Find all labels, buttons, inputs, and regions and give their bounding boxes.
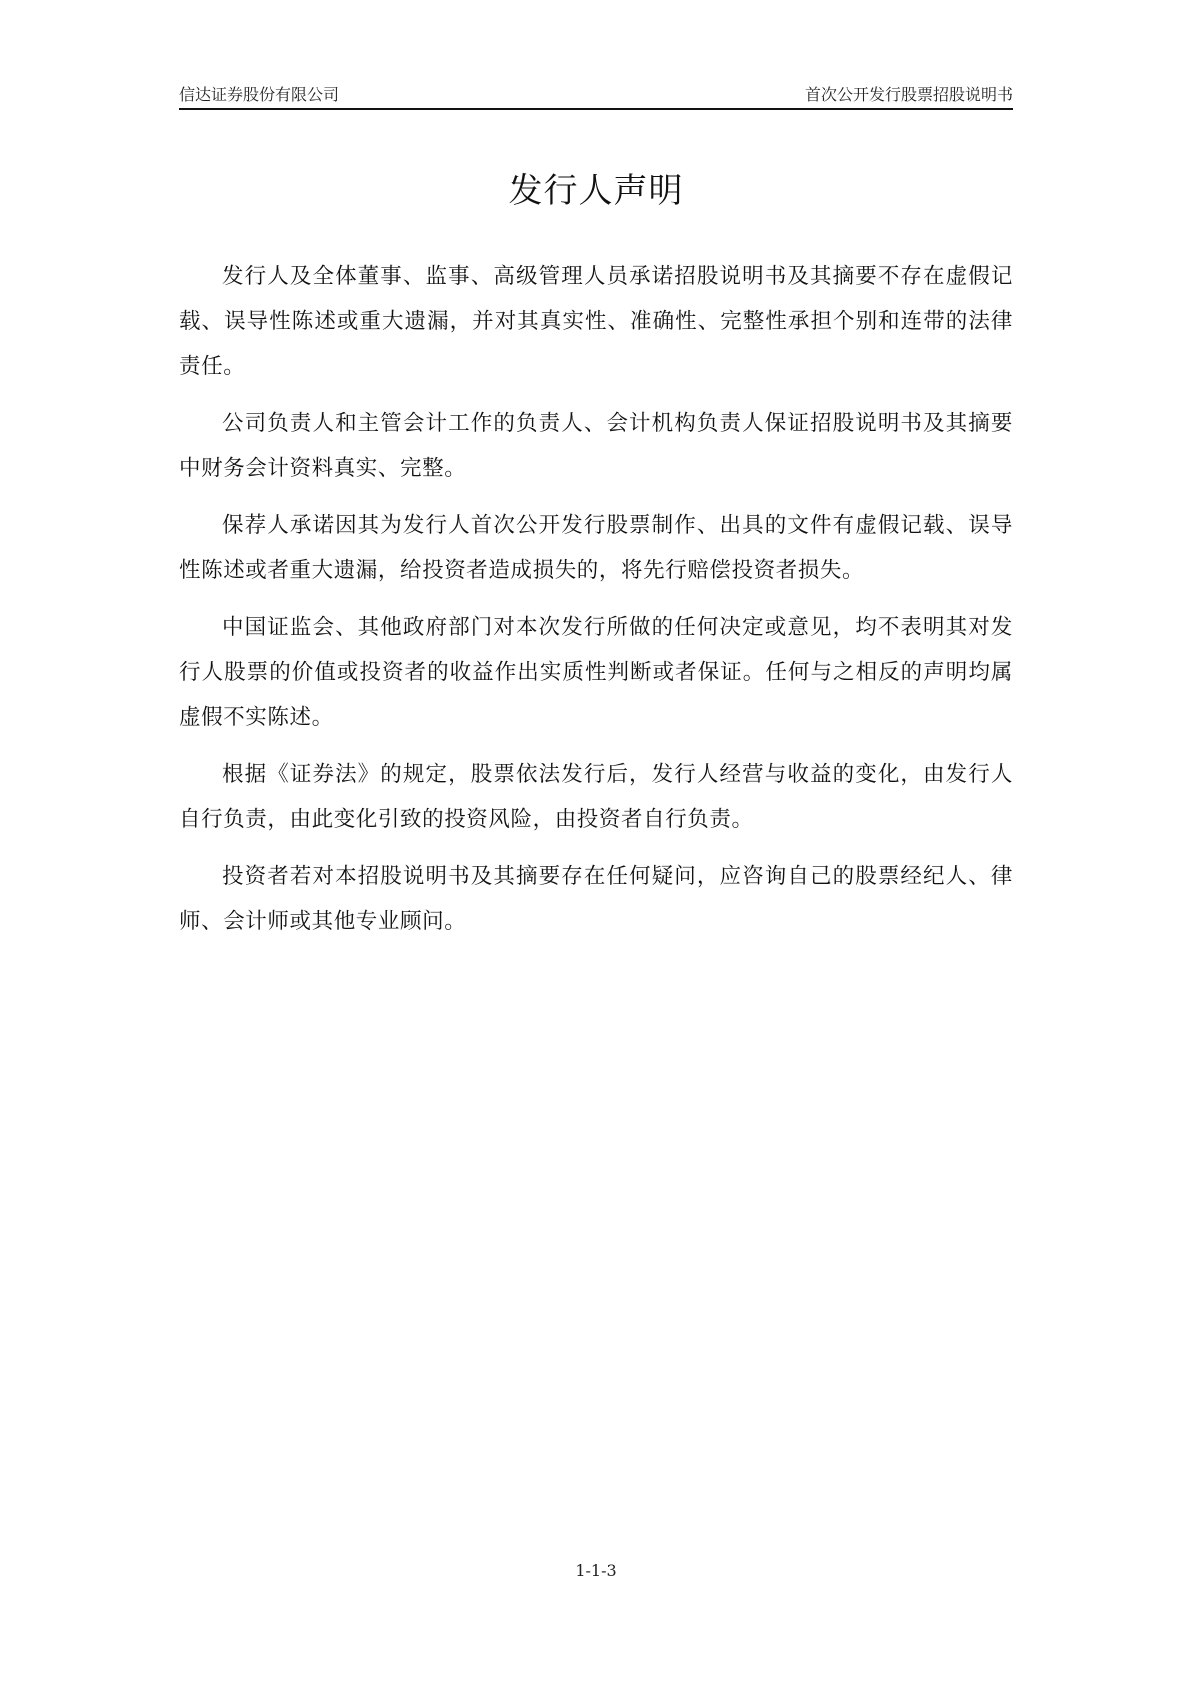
page-title: 发行人声明 (508, 171, 684, 211)
page-number: 1-1-3 (575, 1561, 617, 1580)
paragraph-2: 公司负责人和主管会计工作的负责人、会计机构负责人保证招股说明书及其摘要中财务会计资料真实、完整。 (179, 411, 1013, 481)
header-company-name: 信达证券股份有限公司 (179, 85, 340, 104)
header-document-title: 首次公开发行股票招股说明书 (804, 85, 1013, 104)
page-header (179, 84, 1013, 106)
document-body (179, 254, 1013, 956)
paragraph-5: 根据《证券法》的规定，股票依法发行后，发行人经营与收益的变化，由发行人自行负责，由此变化引致的投资风险，由投资者自行负责。 (179, 762, 1013, 832)
header-divider (179, 108, 1013, 110)
paragraph-4: 中国证监会、其他政府部门对本次发行所做的任何决定或意见，均不表明其对发行人股票的价值或投资者的收益作出实质性判断或者保证。任何与之相反的声明均属虚假不实陈述。 (179, 615, 1013, 730)
paragraph-6: 投资者若对本招股说明书及其摘要存在任何疑问，应咨询自己的股票经纪人、律师、会计师或其他专业顾问。 (179, 864, 1013, 934)
paragraph-1: 发行人及全体董事、监事、高级管理人员承诺招股说明书及其摘要不存在虚假记载、误导性陈述或重大遗漏，并对其真实性、准确性、完整性承担个别和连带的法律责任。 (179, 264, 1013, 379)
paragraph-3: 保荐人承诺因其为发行人首次公开发行股票制作、出具的文件有虚假记载、误导性陈述或者重大遗漏，给投资者造成损失的，将先行赔偿投资者损失。 (179, 513, 1013, 583)
